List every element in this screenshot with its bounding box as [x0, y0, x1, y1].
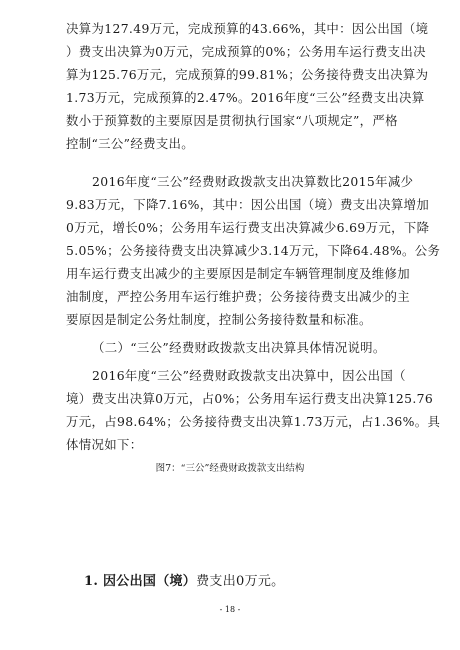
paragraph-2-line-2: 9.83万元，下降7.16%，其中：因公出国（境）费支出决算增加: [66, 197, 430, 212]
paragraph-2-line-3: 0万元，增长0%；公务用车运行费支出决算减少6.69万元，下降: [66, 220, 430, 235]
paragraph-1-line-6: 控制“三公”经费支出。: [66, 136, 195, 151]
paragraph-1-line-3: 算为125.76万元，完成预算的99.81%；公务接待费支出决算为: [66, 67, 429, 82]
figure-caption: 图7：“三公”经费财政拨款支出结构: [155, 463, 305, 474]
paragraph-2-line-7: 要原因是制定公务灶制度，控制公务接待数量和标准。: [66, 312, 372, 327]
paragraph-1-line-1: 决算为127.49万元，完成预算的43.66%，其中：因公出国（境: [66, 21, 429, 36]
section-heading: （二）“三公”经费财政拨款支出决算具体情况说明。: [92, 340, 386, 355]
paragraph-1-line-2: ）费支出决算为0万元，完成预算的0%；公务用车运行费支出决: [66, 44, 426, 59]
paragraph-3-line-1: 2016年度“三公”经费财政拨款支出决算中，因公出国（: [92, 368, 406, 383]
subsection-rest: 费支出0万元。: [196, 574, 285, 589]
paragraph-1-line-4: 1.73万元，完成预算的2.47%。2016年度“三公”经费支出决算: [66, 90, 425, 105]
paragraph-1-line-5: 数小于预算数的主要原因是贯彻执行国家“八项规定”，严格: [66, 113, 398, 128]
paragraph-2-line-6: 油制度，严控公务用车运行维护费；公务接待费支出减少的主: [66, 289, 410, 304]
paragraph-3-line-2: 境）费支出决算0万元，占0%；公务用车运行费支出决算125.76: [66, 391, 434, 406]
paragraph-3-line-4: 体情况如下：: [66, 437, 143, 452]
subsection-bold-part: 因公出国（境）: [103, 574, 197, 589]
paragraph-2-line-5: 用车运行费支出减少的主要原因是制定车辆管理制度及维修加: [66, 266, 410, 281]
paragraph-2-line-4: 5.05%；公务接待费支出决算减少3.14万元，下降64.48%。公务: [66, 243, 441, 258]
page-number: - 18 -: [219, 605, 241, 614]
subsection-heading: [84, 574, 284, 590]
paragraph-3-line-3: 万元，占98.64%；公务接待费支出决算1.73万元，占1.36%。具: [66, 414, 441, 429]
paragraph-2-line-1: 2016年度“三公”经费财政拨款支出决算数比2015年减少: [92, 174, 414, 189]
subsection-number: 1.: [84, 574, 99, 589]
